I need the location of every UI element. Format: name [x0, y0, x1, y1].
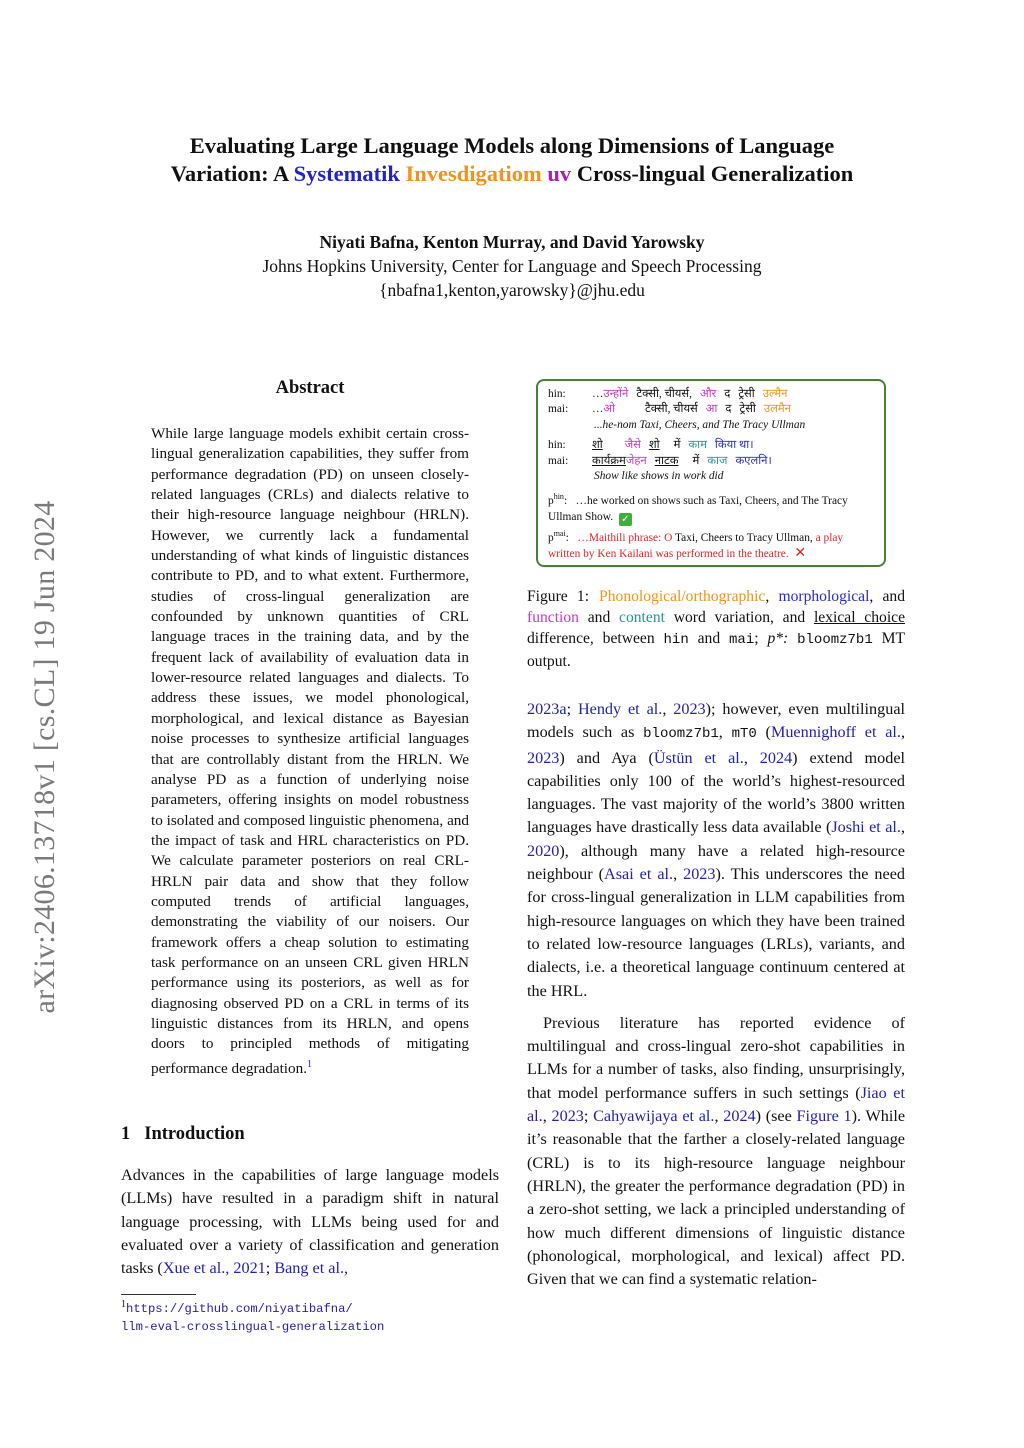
fig-word-function: ओ: [603, 403, 616, 416]
row-label: mai:: [548, 454, 569, 467]
output-label: p: [548, 531, 554, 544]
caption-code-mai: mai: [729, 632, 755, 648]
citation-link[interactable]: 2023: [527, 748, 560, 767]
fig-word: …: [592, 403, 604, 416]
body-text: ,: [662, 700, 674, 718]
figure-output-hin: $p^{hin}$: …he worked on shows such as Taxi, Cheers, and The Tracy Ullman Show. ✓: [548, 492, 848, 525]
body-text: ;: [566, 700, 578, 718]
citation-link[interactable]: Bang et al.,: [274, 1259, 349, 1278]
output-mai-error-1: …Maithili phrase: O: [577, 531, 673, 544]
fig-word-content: काम: [688, 439, 707, 452]
body-text: ) and Aya (: [559, 748, 654, 767]
citation-link[interactable]: Cahyawijaya et al.: [593, 1107, 715, 1126]
fig-word-function: जेहन: [625, 454, 647, 467]
body-text: (: [756, 723, 771, 742]
caption-text: ;: [754, 630, 768, 647]
row-label: hin:: [548, 439, 566, 452]
body-text: ;: [583, 1107, 594, 1126]
right-column-body: [527, 698, 905, 1291]
caption-text: MT output.: [527, 630, 906, 670]
row-label: hin:: [548, 388, 566, 400]
fig-word: में: [692, 454, 700, 467]
caption-code-hin: hin: [663, 632, 689, 648]
caption-label: Figure 1:: [527, 588, 590, 605]
figure-gloss-1: ...he-nom Taxi, Cheers, and The Tracy Ullman: [594, 418, 806, 431]
abstract-body: While large language models exhibit certain cross-lingual generalization capabilities, they suffer from performance degradation (PD) on unseen closely-related languages (CRLs) and dialects relative to their high-resource language neighbour (HRLN). However, we currently lack a fundamental understanding of what kinds of linguistic distances contribute to PD, and to what extent. Furthermore, studies of cross-lingual generalization are confounded by unknown quantities of CRL language traces in the training data, and by the frequent lack of availability of evaluation data in lower-resource related languages and dialects. To address these issues, we model phonological, morphological, and lexical distance as Bayesian noise processes to synthesize artificial languages that are controllably distant from the HRLN. We analyse PD as a function of underlying noise parameters, offering insights on model robustness to isolated and composed linguistic phenomena, and the impact of task and HRL characteristics on PD. We calculate parameter posteriors on real CRL-HRLN pair data and show that they follow computed trends of artificial languages, demonstrating the viability of our noisers. Our framework offers a cheap solution to estimating task performance on an unseen CRL given HRLN performance using its posteriors, as well as for diagnosing observed PD on a CRL in terms of its linguistic distances from its HRLN, and opens doors to principled methods of mitigating performance degradation.: [151, 425, 469, 1077]
right-paragraph-1: [527, 698, 905, 1003]
output-label-sup: hin: [553, 492, 564, 502]
fig-word-function: जैसे: [624, 439, 641, 452]
citation-link[interactable]: 2023: [683, 865, 716, 884]
title-line-1: Evaluating Large Language Models along Dimensions of Language: [189, 133, 835, 158]
body-text: ,: [542, 1107, 552, 1126]
footnote-marker: 1: [121, 1299, 126, 1310]
caption-code-model: bloomz7b1: [797, 632, 873, 648]
fig-word-function: आ: [705, 403, 718, 416]
fig-word: में: [673, 439, 681, 452]
caption-sep: and: [578, 609, 620, 626]
fig-word-lexical: शो: [592, 439, 603, 452]
fig-word-morphological: कएलनि।: [735, 454, 772, 467]
body-text: ) extend model capabilities only 100 of the world’s highest-resourced languages. The vast majority of the world’s 3800 written languages have drastically less data available (: [527, 748, 906, 837]
body-text: ). While it’s reasonable that the farther a closely-related language (CRL) is to its high-resource language neighbour (HRLN), the greater the performance degradation (PD) in a zero-shot setting, we lack a principled understanding of how much different dimensions of linguistic distance (phonological, morphological, and lexical) affect PD. Given that we can find a systematic relation-: [527, 1107, 906, 1289]
title-word-uv: uv: [547, 161, 572, 186]
caption-content: content: [619, 609, 665, 626]
abstract-text: [151, 424, 469, 1079]
section-title: Introduction: [144, 1124, 245, 1144]
fig-word-lexical: नाटक: [654, 454, 679, 467]
fig-word: ट्रेसी: [739, 403, 756, 416]
body-text: ,: [718, 723, 732, 742]
citation-link[interactable]: Xue et al., 2021: [162, 1259, 266, 1278]
fig-word-function: और: [699, 388, 717, 400]
citation-link[interactable]: Jiao et al.: [527, 1083, 905, 1126]
abstract-heading: Abstract: [275, 378, 345, 398]
body-text: ,: [743, 748, 760, 767]
figure-gloss-2: Show like shows in work did: [594, 470, 724, 483]
output-label-sup: mai: [553, 528, 566, 538]
footnote-url-part2[interactable]: llm-eval-crosslingual-generalization: [121, 1319, 385, 1334]
section-number: 1: [121, 1124, 131, 1144]
caption-morphological: morphological: [778, 588, 870, 605]
title-suffix: Cross-lingual Generalization: [571, 161, 854, 186]
caption-text: difference, between: [527, 630, 664, 647]
body-text: ). This underscores the need for cross-lingual generalization in LLM capabilities from high-resource languages on which they have been trained to related low-resource languages (LRLs), variants, and dialects, i.e. a theoretical language continuum centered at the HRL.: [527, 865, 905, 1000]
abstract-footnote-marker[interactable]: 1: [307, 1058, 313, 1070]
right-paragraph-2: [527, 1012, 905, 1292]
figure-row-hin-2: [548, 438, 874, 453]
fig-word-content: काज: [707, 454, 728, 467]
body-text: ,: [714, 1107, 724, 1126]
fig-word-lexical: कार्यक्रम: [592, 454, 626, 467]
caption-sep: ,: [765, 588, 779, 605]
author-block: [110, 230, 914, 302]
caption-text: word variation, and: [664, 609, 814, 626]
citation-link[interactable]: Figure 1: [796, 1107, 852, 1126]
check-icon: ✓: [619, 513, 632, 526]
caption-text: and: [688, 630, 730, 647]
citation-link[interactable]: 2020: [527, 841, 560, 860]
intro-paragraph: [121, 1164, 499, 1280]
figure-1: [536, 379, 886, 567]
citation-link[interactable]: 2024: [759, 748, 793, 767]
footnote: [121, 1296, 501, 1336]
body-text: ), although many have a related high-resource neighbour (: [527, 841, 905, 884]
title-line-2: [110, 160, 914, 188]
caption-lexical: lexical choice: [813, 609, 905, 626]
body-text: ,: [673, 865, 684, 884]
body-text: ); however, even multilingual models such as: [527, 700, 906, 742]
output-mai-error-2: a play written by Ken Kailani was performed in the theatre.: [548, 531, 844, 560]
output-mai-text: Taxi, Cheers to Tracy Ullman,: [672, 531, 813, 544]
citation-link[interactable]: Üstün et al.: [653, 748, 744, 767]
title-word-invesdigatiom: Invesdigatiom: [405, 161, 542, 186]
figure-caption: [527, 586, 905, 672]
fig-word: द: [724, 388, 731, 400]
figure-output-mai: $p^{mai}$: …Maithili phrase: O Taxi, Cheers to Tracy Ullman, a play written by Ken Kailani was performed in the theatre. ✕: [548, 528, 844, 561]
model-name: mT0: [731, 726, 757, 743]
fig-word-lexical: शो: [648, 439, 660, 452]
author-email: {nbafna1,kenton,yarowsky}@jhu.edu: [379, 280, 645, 300]
arxiv-stamp: [0, 0, 61, 1014]
caption-function: function: [527, 609, 579, 626]
body-text: ,: [900, 818, 905, 837]
body-text: ) (see: [755, 1107, 797, 1126]
body-text: Previous literature has reported evidence of multilingual and cross-lingual zero-shot capabilities in LLMs for a number of tasks, also finding, unsurprisingly, that model performance suffers in such settings (: [527, 1013, 905, 1102]
fig-word: ट्रेसी: [738, 388, 755, 400]
footnote-line-1: [121, 1296, 501, 1319]
output-hin-text: …he worked on shows such as Taxi, Cheers, and The Tracy Ullman Show.: [548, 495, 848, 523]
paper-title: [110, 132, 914, 188]
citation-link[interactable]: Hendy et al.: [577, 700, 663, 718]
caption-pstar: p*:: [767, 630, 798, 647]
section-heading-introduction: [121, 1124, 245, 1145]
citation-link[interactable]: 2023: [551, 1107, 584, 1126]
figure-row-mai-2: [548, 454, 874, 469]
author-affiliation: Johns Hopkins University, Center for Language and Speech Processing: [262, 256, 762, 276]
citation-link[interactable]: 2023: [673, 700, 706, 718]
footnote-rule: [121, 1294, 196, 1295]
figure-row-mai-1: [548, 402, 874, 417]
citation-link[interactable]: 2024: [723, 1107, 756, 1126]
citation-link[interactable]: Asai et al.: [604, 865, 674, 884]
footnote-url-part1[interactable]: https://github.com/niyatibafna/: [126, 1302, 353, 1317]
fig-word: द: [725, 403, 732, 416]
citation-link[interactable]: 2023a: [527, 700, 567, 718]
arxiv-id: arXiv:2406.13718v1 [cs.CL] 19 Jun 2024: [28, 500, 61, 1014]
title-word-systematik: Systematik: [293, 161, 400, 186]
fig-word-phonological: उल्मैन: [762, 388, 788, 400]
caption-phonological: Phonological/orthographic: [599, 588, 766, 605]
fig-word-morphological: किया था।: [714, 439, 754, 452]
fig-word: …: [592, 388, 604, 400]
fig-word: टैक्सी, चीयर्स,: [636, 388, 692, 400]
figure-row-hin-1: [548, 387, 874, 402]
caption-sep: , and: [869, 588, 906, 605]
citation-link[interactable]: Joshi et al.: [831, 818, 901, 837]
citation-link[interactable]: Muennighoff et al.: [770, 723, 901, 742]
intro-text: Advances in the capabilities of large language models (LLMs) have resulted in a paradigm shift in natural language processing, with LLMs being used for and evaluated over a variety of classification and generation tasks (: [121, 1166, 499, 1278]
fig-word-function: उन्होंने: [603, 388, 629, 400]
fig-word-phonological: उलमैन: [763, 403, 791, 416]
fig-word: टैक्सी, चीयर्स: [645, 403, 698, 416]
cross-icon: ✕: [794, 544, 807, 561]
body-text: ,: [900, 723, 906, 742]
output-label: p: [548, 495, 554, 508]
title-prefix: Variation: A: [170, 161, 294, 186]
citation-sep: ;: [265, 1259, 275, 1278]
author-names: Niyati Bafna, Kenton Murray, and David Yarowsky: [319, 232, 705, 252]
row-label: mai:: [548, 403, 569, 416]
model-name: bloomz7b1: [643, 726, 719, 743]
